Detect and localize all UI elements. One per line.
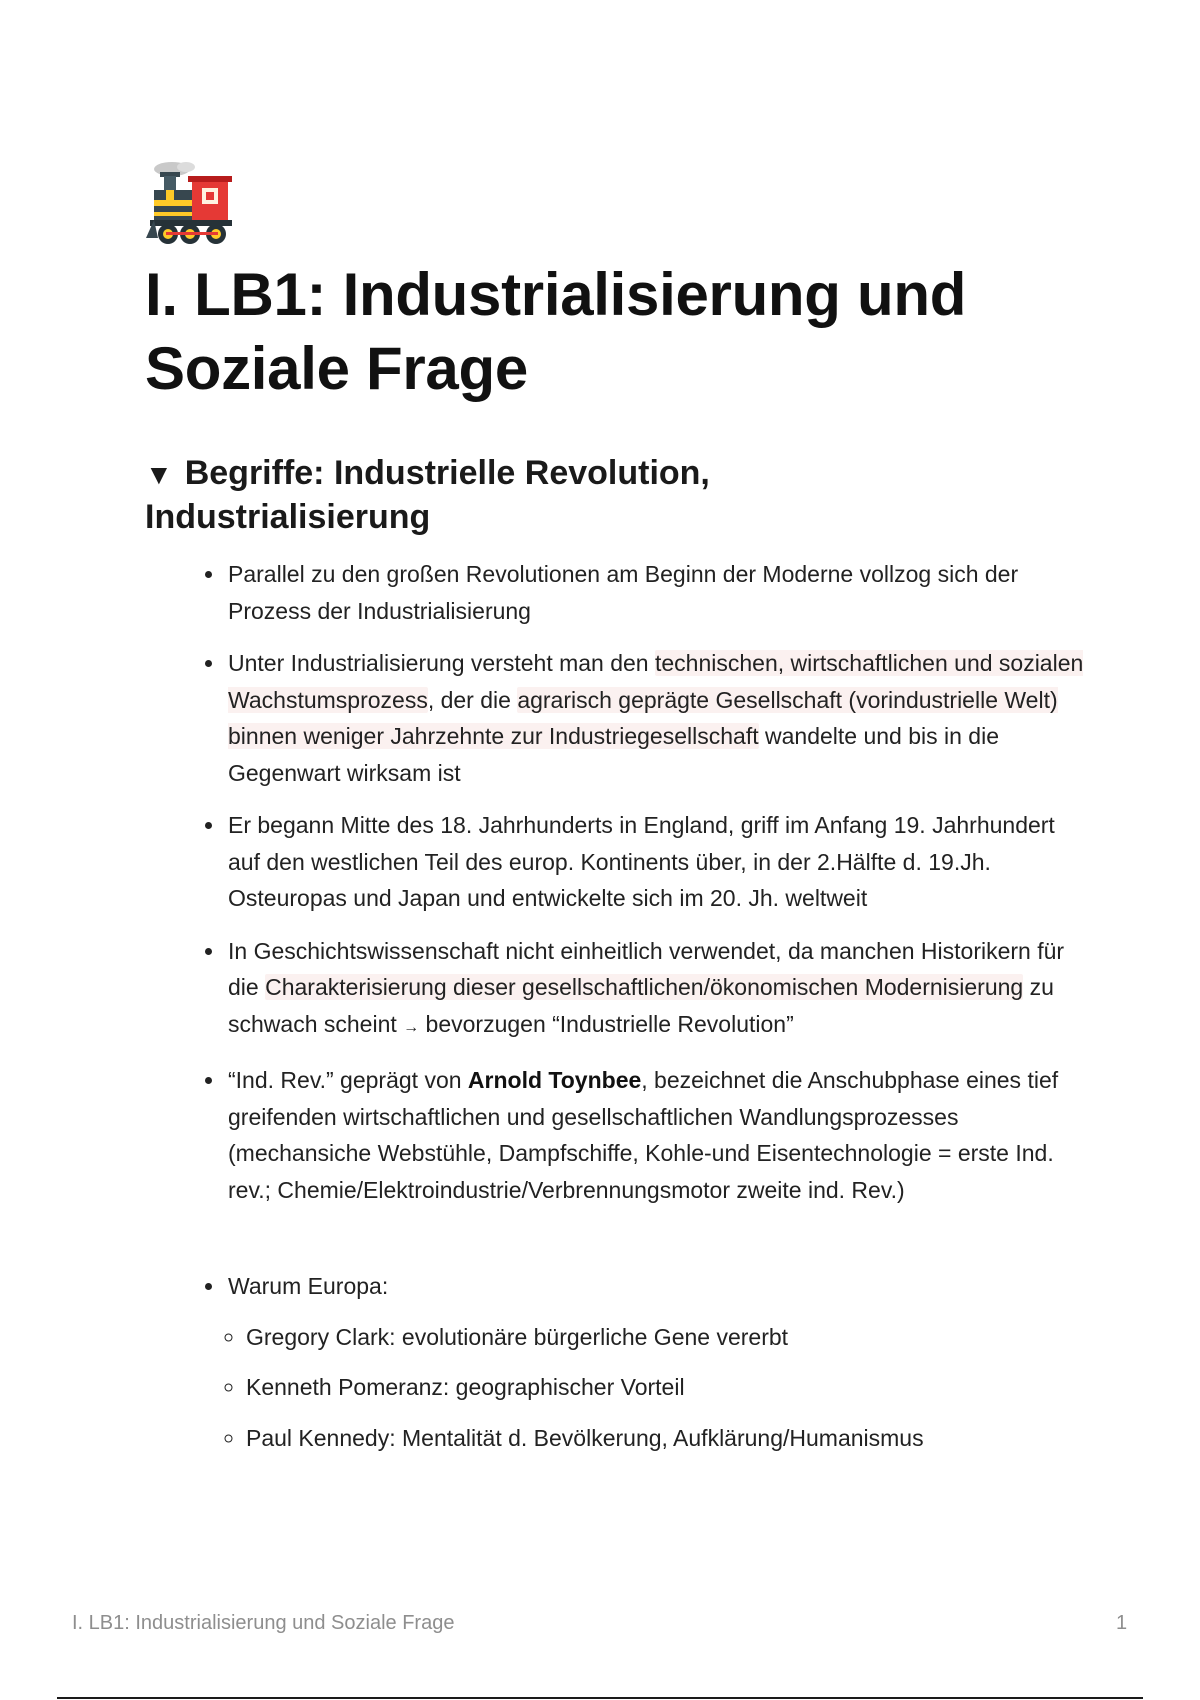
list-item-text: Parallel zu den großen Revolutionen am Beginn der Moderne vollzog sich der Prozess der Industrialisierung <box>228 561 1019 624</box>
list-item-text: zu schwach scheint <box>228 974 1054 1037</box>
toggle-heading-begriffe[interactable] <box>145 452 925 538</box>
steam-locomotive-icon <box>146 160 234 246</box>
list-item <box>226 1062 1086 1208</box>
toggle-triangle-icon[interactable]: ▼ <box>145 459 173 490</box>
bullet-list <box>200 556 1086 1472</box>
highlighted-text: agrarisch geprägte Gesellschaft (vorindustrielle Welt) binnen weniger Jahrzehnte zur Industriegesellschaft <box>228 686 1058 749</box>
list-item <box>226 807 1086 917</box>
list-item-text: bevorzugen “Industrielle Revolution” <box>419 1010 794 1037</box>
list-item-text: wandelte und bis in die Gegenwart wirksam ist <box>228 723 999 786</box>
list-item <box>226 645 1086 791</box>
list-item-text: , bezeichnet die Anschubphase eines tief greifenden wirtschaftlichen und gesellschaftlichen Wandlungsprozesses (mechansiche Webstühle, Dampfschiffe, Kohle-und Eisentechnologie = erste Ind. rev.; Chemie/Elektroindustrie/Verbrennungsmotor zweite ind. Rev.) <box>228 1067 1059 1203</box>
list-item <box>226 933 1086 1047</box>
toggle-heading-label: Begriffe: Industrielle Revolution, Industrialisierung <box>145 454 710 536</box>
sub-list-item: ◦ Paul Kennedy: Mentalität d. Bevölkerung, Aufklärung/Humanismus <box>246 1420 1086 1457</box>
list-item-text: “Ind. Rev.” geprägt von <box>228 1067 468 1093</box>
footer-document-title: I. LB1: Industrialisierung und Soziale Frage <box>72 1612 455 1634</box>
highlighted-text: technischen, wirtschaftlichen und sozialen Wachstumsprozess <box>228 650 1084 713</box>
list-item-text: , der die <box>427 686 518 713</box>
arrow-right-icon: → <box>403 1018 420 1036</box>
list-item <box>226 1268 1086 1456</box>
list-item-text: In Geschichtswissenschaft nicht einheitlich verwendet, da manchen Historikern für die <box>228 937 1065 1000</box>
bold-name: Arnold Toynbee <box>467 1067 642 1093</box>
list-item <box>226 556 1086 629</box>
sub-bullet-list <box>228 1319 1086 1457</box>
footer-divider <box>57 1697 1143 1699</box>
page-title: I. LB1: Industrialisierung und Soziale Frage <box>145 261 967 402</box>
sub-list-item: ◦ Kenneth Pomeranz: geographischer Vorteil <box>246 1369 1086 1406</box>
sub-list-item: ◦ Gregory Clark: evolutionäre bürgerliche Gene vererbt <box>246 1319 1086 1356</box>
list-item-text: Unter Industrialisierung versteht man den <box>228 650 655 676</box>
highlighted-text: Charakterisierung dieser gesellschaftlichen/ökonomischen Modernisierung <box>265 974 1024 1000</box>
list-item-text: Er begann Mitte des 18. Jahrhunderts in England, griff im Anfang 19. Jahrhundert auf den westlichen Teil des europ. Kontinents über, in der 2.Hälfte d. 19.Jh. Osteuropas und Japan und entwickelte sich im 20. Jh. weltweit <box>228 812 1055 911</box>
footer-page-number: 1 <box>1116 1612 1128 1634</box>
list-item-text: Warum Europa: <box>228 1273 389 1299</box>
